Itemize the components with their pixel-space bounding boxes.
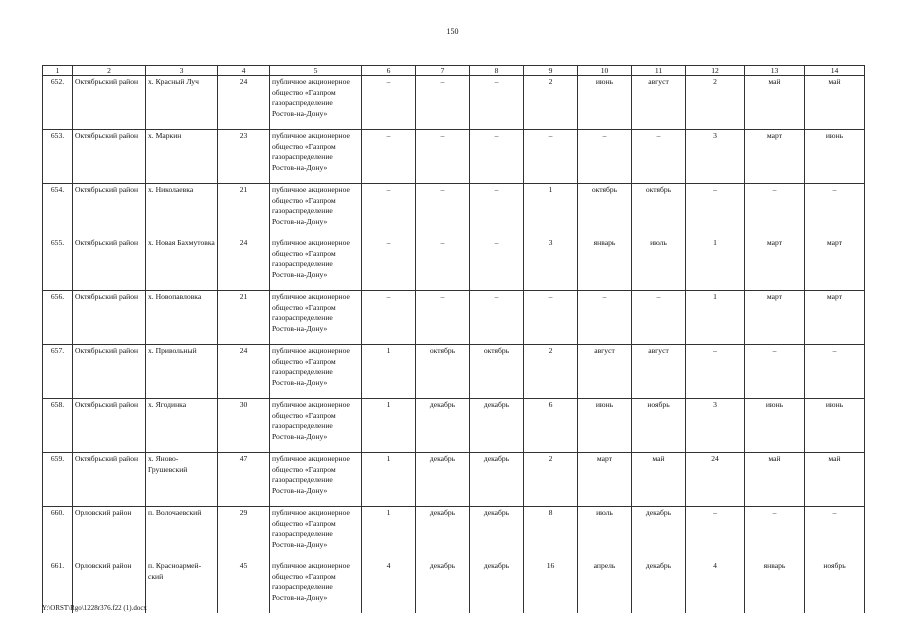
cell-col-6: –: [362, 184, 416, 238]
cell-col-6: 1: [362, 453, 416, 507]
column-header: 11: [632, 66, 686, 76]
cell-district: Октябрьский район: [73, 237, 146, 291]
table-row: [43, 399, 865, 453]
cell-houses-count: 23: [218, 130, 270, 184]
cell-organization: публичное акционерное общество «Газпром газораспределение Ростов-на-Дону»: [270, 345, 362, 399]
cell-col-10: январь: [578, 237, 632, 291]
cell-col-9: 2: [524, 76, 578, 130]
cell-col-13: июнь: [745, 399, 805, 453]
cell-settlement: п. Красноармей-ский: [146, 560, 218, 613]
cell-col-9: 6: [524, 399, 578, 453]
cell-row-number: 658.: [43, 399, 73, 453]
cell-district: Октябрьский район: [73, 291, 146, 345]
cell-district: Орловский район: [73, 507, 146, 561]
column-header: 10: [578, 66, 632, 76]
table-row: [43, 453, 865, 507]
cell-row-number: 654.: [43, 184, 73, 238]
cell-organization: публичное акционерное общество «Газпром газораспределение Ростов-на-Дону»: [270, 130, 362, 184]
cell-col-9: 1: [524, 184, 578, 238]
column-header: 8: [470, 66, 524, 76]
cell-houses-count: 21: [218, 184, 270, 238]
cell-col-11: октябрь: [632, 184, 686, 238]
cell-col-9: 16: [524, 560, 578, 613]
cell-settlement: х. Ягодинка: [146, 399, 218, 453]
cell-settlement: х. Новопавловка: [146, 291, 218, 345]
column-header: 6: [362, 66, 416, 76]
cell-col-7: –: [416, 184, 470, 238]
cell-row-number: 661.: [43, 560, 73, 613]
cell-col-11: май: [632, 453, 686, 507]
cell-col-6: –: [362, 130, 416, 184]
cell-col-11: июль: [632, 237, 686, 291]
cell-organization: публичное акционерное общество «Газпром газораспределение Ростов-на-Дону»: [270, 184, 362, 238]
cell-houses-count: 30: [218, 399, 270, 453]
cell-col-10: июнь: [578, 399, 632, 453]
cell-houses-count: 24: [218, 237, 270, 291]
cell-col-13: –: [745, 507, 805, 561]
column-number-row: [43, 66, 865, 76]
cell-col-10: август: [578, 345, 632, 399]
cell-col-13: –: [745, 345, 805, 399]
cell-col-11: –: [632, 291, 686, 345]
cell-col-12: 1: [686, 291, 745, 345]
cell-col-8: –: [470, 291, 524, 345]
cell-col-6: 1: [362, 345, 416, 399]
cell-col-8: –: [470, 184, 524, 238]
cell-district: Октябрьский район: [73, 76, 146, 130]
table-row: [43, 345, 865, 399]
cell-col-12: 4: [686, 560, 745, 613]
cell-col-7: декабрь: [416, 399, 470, 453]
page-number: 150: [446, 27, 459, 36]
cell-col-7: октябрь: [416, 345, 470, 399]
cell-col-9: 2: [524, 345, 578, 399]
cell-col-6: –: [362, 291, 416, 345]
cell-col-7: –: [416, 237, 470, 291]
cell-district: Октябрьский район: [73, 184, 146, 238]
table-row: [43, 184, 865, 238]
cell-row-number: 656.: [43, 291, 73, 345]
column-header: 3: [146, 66, 218, 76]
cell-col-14: –: [805, 184, 865, 238]
column-header: 1: [43, 66, 73, 76]
cell-col-9: 3: [524, 237, 578, 291]
cell-col-14: ноябрь: [805, 560, 865, 613]
cell-col-8: октябрь: [470, 345, 524, 399]
cell-row-number: 655.: [43, 237, 73, 291]
cell-col-7: –: [416, 76, 470, 130]
cell-row-number: 652.: [43, 76, 73, 130]
column-header: 2: [73, 66, 146, 76]
table-row: [43, 291, 865, 345]
table-row: [43, 237, 865, 291]
cell-houses-count: 29: [218, 507, 270, 561]
cell-col-8: –: [470, 237, 524, 291]
cell-col-11: ноябрь: [632, 399, 686, 453]
cell-col-10: –: [578, 291, 632, 345]
cell-col-10: июль: [578, 507, 632, 561]
cell-settlement: х. Красный Луч: [146, 76, 218, 130]
cell-organization: публичное акционерное общество «Газпром газораспределение Ростов-на-Дону»: [270, 237, 362, 291]
cell-organization: публичное акционерное общество «Газпром газораспределение Ростов-на-Дону»: [270, 76, 362, 130]
cell-col-8: –: [470, 130, 524, 184]
cell-organization: публичное акционерное общество «Газпром газораспределение Ростов-на-Дону»: [270, 507, 362, 561]
cell-col-14: март: [805, 237, 865, 291]
cell-col-11: декабрь: [632, 507, 686, 561]
cell-col-10: июнь: [578, 76, 632, 130]
cell-col-10: –: [578, 130, 632, 184]
cell-settlement: х. Новая Бахмутовка: [146, 237, 218, 291]
cell-col-10: октябрь: [578, 184, 632, 238]
cell-col-7: декабрь: [416, 507, 470, 561]
cell-col-12: –: [686, 184, 745, 238]
cell-district: Орловский район: [73, 560, 146, 613]
cell-organization: публичное акционерное общество «Газпром газораспределение Ростов-на-Дону»: [270, 291, 362, 345]
cell-col-13: март: [745, 291, 805, 345]
cell-settlement: п. Волочаевский: [146, 507, 218, 561]
cell-settlement: х. Маркин: [146, 130, 218, 184]
table-row: [43, 507, 865, 561]
cell-col-13: –: [745, 184, 805, 238]
cell-district: Октябрьский район: [73, 399, 146, 453]
cell-col-9: 8: [524, 507, 578, 561]
cell-col-12: –: [686, 345, 745, 399]
cell-col-13: март: [745, 130, 805, 184]
cell-col-12: 3: [686, 399, 745, 453]
cell-row-number: 659.: [43, 453, 73, 507]
cell-col-9: –: [524, 291, 578, 345]
cell-col-6: 4: [362, 560, 416, 613]
cell-houses-count: 24: [218, 345, 270, 399]
cell-col-14: май: [805, 76, 865, 130]
cell-col-8: декабрь: [470, 507, 524, 561]
cell-row-number: 660.: [43, 507, 73, 561]
cell-col-12: –: [686, 507, 745, 561]
cell-settlement: х. Привольный: [146, 345, 218, 399]
cell-district: Октябрьский район: [73, 130, 146, 184]
column-header: 9: [524, 66, 578, 76]
cell-col-8: декабрь: [470, 453, 524, 507]
cell-houses-count: 47: [218, 453, 270, 507]
table-row: [43, 76, 865, 130]
cell-col-9: –: [524, 130, 578, 184]
cell-col-14: март: [805, 291, 865, 345]
cell-col-14: июнь: [805, 130, 865, 184]
cell-col-6: 1: [362, 399, 416, 453]
cell-organization: публичное акционерное общество «Газпром газораспределение Ростов-на-Дону»: [270, 560, 362, 613]
cell-col-13: январь: [745, 560, 805, 613]
cell-col-6: 1: [362, 507, 416, 561]
cell-col-8: декабрь: [470, 560, 524, 613]
cell-col-12: 2: [686, 76, 745, 130]
cell-row-number: 653.: [43, 130, 73, 184]
cell-col-11: –: [632, 130, 686, 184]
column-header: 7: [416, 66, 470, 76]
column-header: 14: [805, 66, 865, 76]
cell-houses-count: 45: [218, 560, 270, 613]
cell-organization: публичное акционерное общество «Газпром газораспределение Ростов-на-Дону»: [270, 399, 362, 453]
cell-district: Октябрьский район: [73, 453, 146, 507]
cell-col-10: апрель: [578, 560, 632, 613]
cell-col-11: август: [632, 345, 686, 399]
cell-col-8: декабрь: [470, 399, 524, 453]
cell-row-number: 657.: [43, 345, 73, 399]
cell-col-13: май: [745, 76, 805, 130]
cell-col-8: –: [470, 76, 524, 130]
cell-col-6: –: [362, 237, 416, 291]
cell-col-6: –: [362, 76, 416, 130]
cell-col-14: май: [805, 453, 865, 507]
cell-houses-count: 24: [218, 76, 270, 130]
cell-col-7: декабрь: [416, 453, 470, 507]
cell-col-13: май: [745, 453, 805, 507]
file-path-footer: Y:\ORST\Rgo\1228r376.f22 (1).docx: [42, 604, 147, 612]
table-body: [43, 76, 865, 614]
cell-col-11: август: [632, 76, 686, 130]
cell-col-12: 3: [686, 130, 745, 184]
cell-col-14: –: [805, 345, 865, 399]
column-header: 13: [745, 66, 805, 76]
table-row: [43, 560, 865, 613]
cell-col-13: март: [745, 237, 805, 291]
cell-organization: публичное акционерное общество «Газпром газораспределение Ростов-на-Дону»: [270, 453, 362, 507]
cell-settlement: х. Яново-Грушевский: [146, 453, 218, 507]
cell-col-12: 1: [686, 237, 745, 291]
cell-houses-count: 21: [218, 291, 270, 345]
cell-col-9: 2: [524, 453, 578, 507]
column-header: 4: [218, 66, 270, 76]
cell-col-7: –: [416, 291, 470, 345]
cell-col-7: –: [416, 130, 470, 184]
cell-col-10: март: [578, 453, 632, 507]
cell-col-14: –: [805, 507, 865, 561]
cell-col-11: декабрь: [632, 560, 686, 613]
cell-col-12: 24: [686, 453, 745, 507]
column-header: 5: [270, 66, 362, 76]
column-header: 12: [686, 66, 745, 76]
table-row: [43, 130, 865, 184]
cell-settlement: х. Николаевка: [146, 184, 218, 238]
gas-schedule-table: [42, 65, 865, 613]
cell-district: Октябрьский район: [73, 345, 146, 399]
cell-col-14: июнь: [805, 399, 865, 453]
cell-col-7: декабрь: [416, 560, 470, 613]
